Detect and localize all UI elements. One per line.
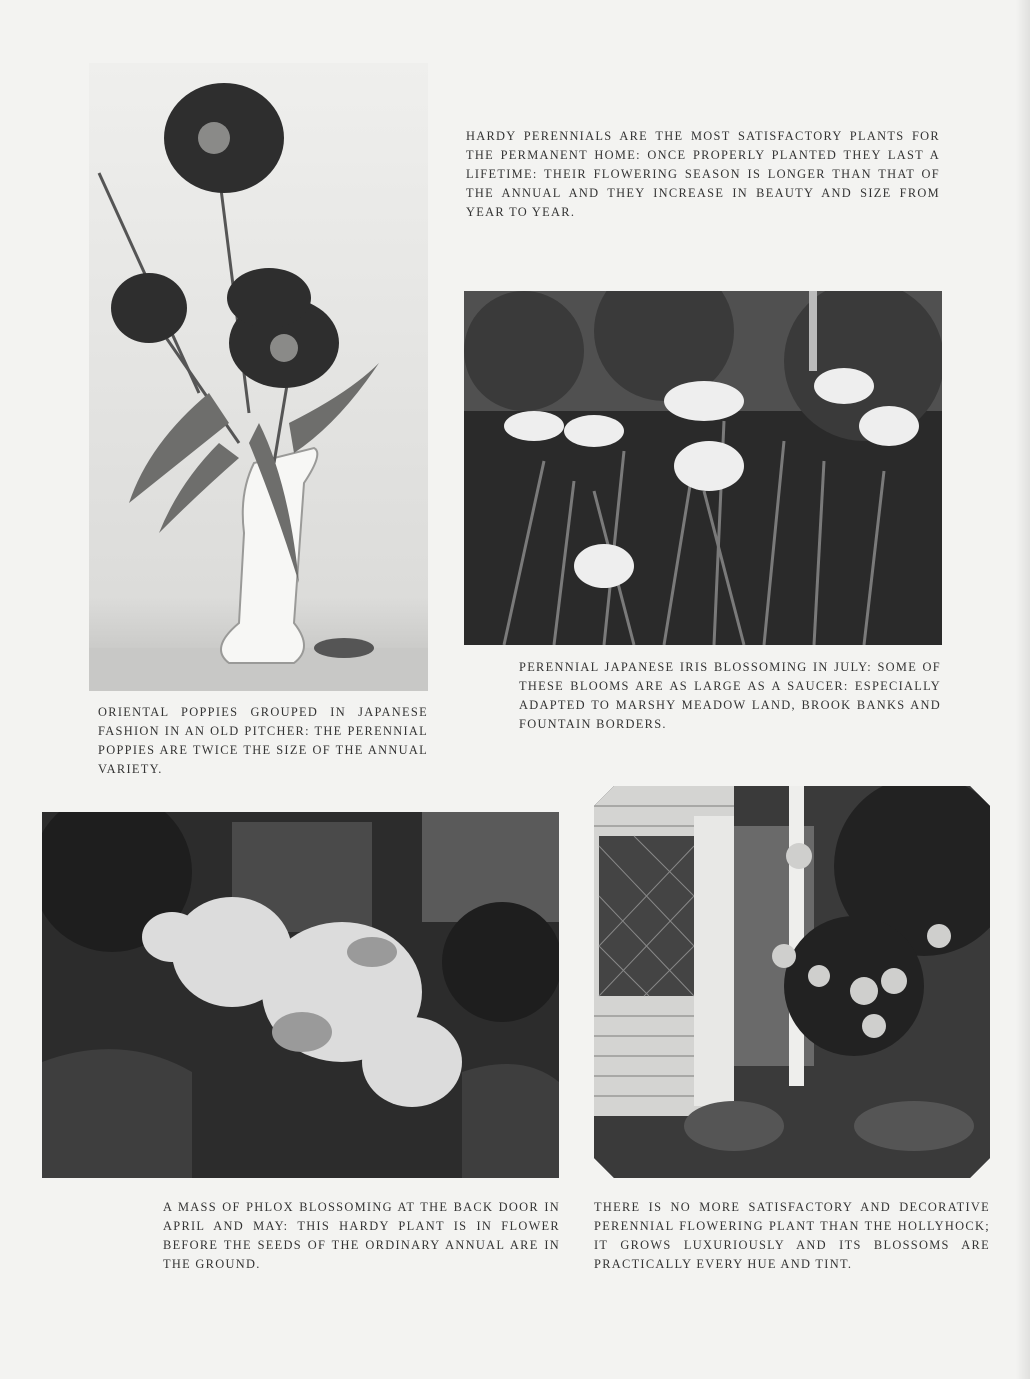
hollyhock-photo <box>594 786 990 1178</box>
page-edge-shadow <box>1016 0 1030 1379</box>
phlox-caption: A MASS OF PHLOX BLOSSOMING AT THE BACK DOOR IN APRIL AND MAY: THIS HARDY PLANT IS IN FLOWER BEFORE THE SEEDS OF THE ORDINARY ANNUAL ARE IN THE GROUND. <box>163 1200 560 1271</box>
poppies-photo <box>89 63 428 691</box>
intro-caption: HARDY PERENNIALS ARE THE MOST SATISFACTORY PLANTS FOR THE PERMANENT HOME: ONCE PROPERLY PLANTED THEY LAST A LIFETIME: THEIR FLOWERING SEASON IS LONGER THAN THAT OF THE ANNUAL AND THEY INCREASE IN BEAUTY AND SIZE FROM YEAR TO YEAR. <box>466 129 940 219</box>
phlox-photo <box>42 812 559 1178</box>
iris-photo <box>464 291 942 645</box>
hollyhock-caption: THERE IS NO MORE SATISFACTORY AND DECORATIVE PERENNIAL FLOWERING PLANT THAN THE HOLLYHOCK; IT GROWS LUXURIOUSLY AND ITS BLOSSOMS ARE PRACTICALLY EVERY HUE AND TINT. <box>594 1200 990 1271</box>
poppies-caption: ORIENTAL POPPIES GROUPED IN JAPANESE FASHION IN AN OLD PITCHER: THE PERENNIAL POPPIES ARE TWICE THE SIZE OF THE ANNUAL VARIETY. <box>98 705 428 776</box>
iris-caption: PERENNIAL JAPANESE IRIS BLOSSOMING IN JULY: SOME OF THESE BLOOMS ARE AS LARGE AS A SAUCER: ESPECIALLY ADAPTED TO MARSHY MEADOW LAND, BROOK BANKS AND FOUNTAIN BORDERS. <box>519 660 941 731</box>
